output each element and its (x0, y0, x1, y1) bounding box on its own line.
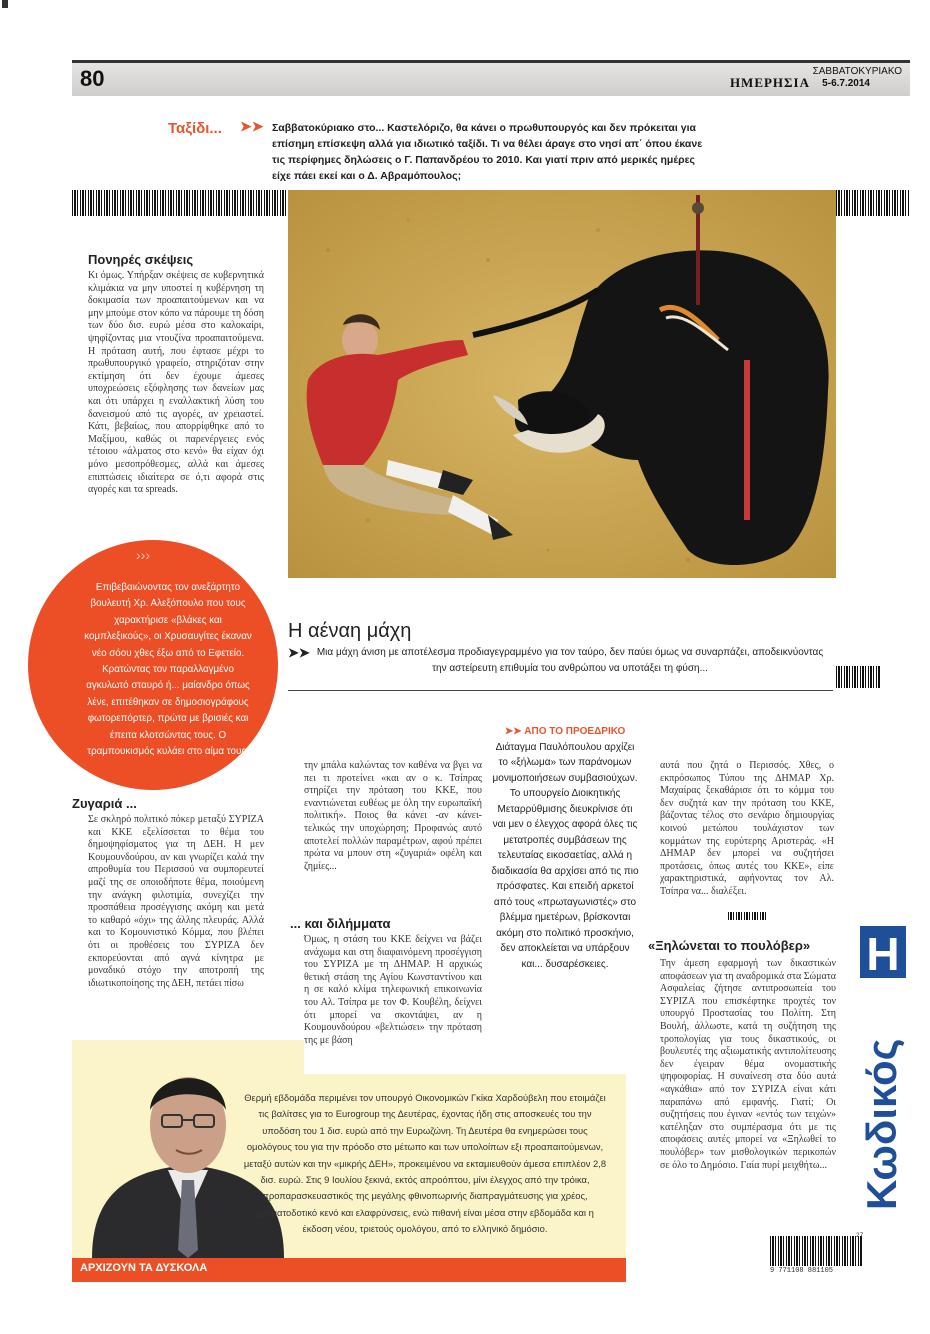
section-title-zygaria: Ζυγαριά ... (72, 796, 137, 811)
issn-number: 9 771108 881105 (770, 1267, 834, 1275)
column2-body-bottom: Όμως, η στάση του ΚΚΕ δείχνει να βάζει ανάχωμα και στη διαφαινόμενη προσέγγιση του ΣΥΡΙΖΑ με τη ΔΗΜΑΡ. Η αρχικώς θετική στάση της Αγίου Κωνσταντίνου και η σε καλό κλίμα τηλεφωνική επικοινωνία του Αλ. Τσίπρα με τον Φ. Κουβέλη, δείχνει ότι μπορεί να σκοντάψει, αν η Κουμουνδούρου «βελτιώσει» την πρόταση της με βάση (304, 934, 482, 1046)
decorative-barcode-small (836, 666, 880, 688)
section-title-poulover: «Ξηλώνεται το πουλόβερ» (648, 938, 811, 953)
section-body-poniρes: Κι όμως. Υπήρξαν σκέψεις σε κυβερνητικά κλιμάκια να μην υποστεί η κυβέρνηση τη δοκιμασία των προαπαιτούμενων και να μην μπούμε στον κόπο να πάρουμε τη δόση των δύο δισ. ευρώ μέσα στο καλοκαίρι, ψηφίζοντας μια ντουζίνα προαπαιτούμενα. Η πρόταση αυτή, που έφτασε μέχρι το πρωθυπουργικό γραφείο, στηριζόταν στην εκτίμηση ότι δεν έχουμε άμεσες υποχρεώσεις εξόφλησης των δανείων μας και ότι υπάρχει η εναλλακτική λύση του δανεισμού από τις αγορές, αν χρειαστεί. Κάτι, βεβαίως, που απορρίφθηκε από το Μαξίμου, καθώς οι παρενέργειες ενός τέτοιου «άλματος στο κενό» θα είχαν όχι μόνο μεσοπρόθεσμες, αλλά και άμεσες επιπτώσεις ιδιαίτερα σε ό,τι αφορά στις αγορές και τα spreads. (88, 270, 264, 496)
bullfight-illustration (288, 190, 836, 578)
bullfight-photo (288, 190, 836, 578)
kodikos-brand (848, 920, 918, 1220)
section-title-dilimmata: ... και διλήμματα (290, 916, 391, 931)
svg-text:Κωδικός: Κωδικός (858, 1038, 905, 1210)
column3-lead: ΑΠΟ ΤΟ ΠΡΟΕΔΡΙΚΟ (524, 726, 626, 737)
column4-body-top: αυτά που ζητά ο Περισσός. Χθες, ο εκπρόσωπος Τύπου της ΔΗΜΑΡ Χρ. Μαχαίρας ξεκαθάρισε ότι το κόμμα του δεν συζητά καν την πρόταση του ΚΚΕ, βάζοντας τέλος στο σενάριο δημιουργίας κοινού μετώπου τουλάχιστον των κομμάτων της ευρύτερης Αριστεράς. «Η ΔΗΜΑΡ δεν μπορεί να συζητήσει προτάσεις, όπως αυτές του ΚΚΕ», είπε χαρακτηριστικά, αφήνοντας τον Αλ. Τσίπρα να... διαλέξει. (660, 760, 834, 897)
teaser-arrows-icon: ➤➤ (240, 118, 264, 134)
callout-text: Επιβεβαιώνοντας τον ανεξάρτητο βουλευτή Χρ. Αλεξόπουλο που τους χαρακτήρισε «βλάκες και κομπλεξικούς», οι Χρυσαυγίτες έκαναν νέο σόου χθες έξω από το Εφετείο. Κρατώντας τον παραλλαγμένο αγκυλωτό σταυρό ή... μαίανδρο όπως λένε, επιτέθηκαν σε δημοσιογράφους φωτορεπόρτερ, πρώτα με βρισιές και έπειτα κλοτσώντας τους. Ο τραμπουκισμός κυλάει στο αίμα τους. (84, 582, 252, 758)
red-circle-callout (28, 540, 278, 790)
issue-day: ΣΑΒΒΑΤΟΚΥΡΙΑΚΟ (812, 66, 902, 77)
teaser-text: Σαββατοκύριακο στο... Καστελόριζο, θα κάνει ο πρωθυπουργός και δεν πρόκειται για επίσημη επίσκεψη αλλά για ιδιωτικό ταξίδι. Τι να θέλει άραγε στο νησί απ΄ όπου έκανε τις περίφημες δηλώσεις ο Γ. Παπανδρέου το 2010. Και γιατί πριν από μερικές ημέρες είχε πάει εκεί και ο Δ. Αβραμόπουλος; (272, 122, 703, 182)
chevron-arrows-icon: ››› (136, 547, 150, 563)
issn-barcode (770, 1236, 862, 1266)
column3-body (490, 724, 640, 972)
main-headline: Η αέναη μάχη (288, 620, 412, 642)
column3-text: Διάταγμα Παυλόπουλου αρχίζει το «ξήλωμα» των παράνομων μονιμοποιήσεων συμβασιούχων. Το υπουργείο Διοικητικής Μεταρρύθμισης διευκρίνισε ότι ναι μεν ο έλεγχος αφορά όλες τις μετατροπές συμβάσεων της τελευταίας εικοσαετίας, αλλά η διαδικασία θα αρχίσει από τις πιο πρόσφατες. Και επειδή αρκετοί από τους «πρωταγωνιστές» στο βλέμμα ημετέρων, βρίσκονται ακόμη στο πολιτικό προσκήνιο, δεν αποκλείεται να υπάρξουν και... δυσαρέσκειες. (491, 741, 639, 970)
column2-body-top: την μπάλα καλώντας τον καθένα να βγει να πει τι προτείνει «και αν ο κ. Τσίπρας στηρίζει την πρόταση του ΚΚΕ, που εναντιώνεται ευθέως με όλη την ευρωπαϊκή πολιτική». Ποιος θα κάνει -αν κάνει- τελικώς την υποχώρηση; Προφανώς αυτό αποτελεί πολλών παραμέτρων, αφού πρέπει πρώτα να μπουν στη «ζυγαριά» οφέλη και ζημίες... (304, 760, 482, 872)
decorative-barcode-right (836, 190, 910, 216)
decorative-barcode-left (72, 190, 286, 216)
page-header (72, 60, 910, 96)
paper-name: ΗΜΕΡΗΣΙΑ (729, 75, 810, 90)
bottom-box-text: Θερμή εβδομάδα περιμένει τον υπουργό Οικονομικών Γκίκα Χαρδούβελη που ετοιμάζει τις βαλίτσες για το Eurogroup της Δευτέρας, έχοντας ήδη στις αποσκευές του την υποδόση του 1 δισ. ευρώ από την Ευρωζώνη. Τη Δευτέρα θα ενημερώσει τους ομολόγους του για την πρόοδο στο μέτωπο και των υπολοίπων εξι προαπαιτούμενων, μεταξύ αυτών και την «μικρής ΔΕΗ», προκειμένου να εκταμιευθούν άμεσα επιπλέον 2,8 δισ. ευρώ. Στις 9 Ιουλίου ξεκινά, εκτός απροόπτου, μίνι έλεγχος από την τρόικα, προπαρασκευαστικός της μεγάλης φθινοπωρινής διαπραγμάτευσης για χρέος, χρηματοδοτικό κενό και ελαφρύνσεις, ενώ πιθανή είναι μέσα στην εβδομάδα και η έκδοση νέου, τριετούς ομολόγου, από το ελληνικό δημόσιο. (243, 1092, 607, 1235)
teaser-tag: Ταξίδι... (168, 120, 222, 137)
issue-date: 5-6.7.2014 (822, 78, 870, 89)
kodikos-logo (848, 920, 918, 1220)
section-title-poniρes: Πονηρές σκέψεις (88, 252, 194, 267)
page-number: 80 (80, 66, 105, 91)
scan-mark (2, 0, 8, 8)
issn-issue: 27 (856, 1232, 864, 1239)
decorative-barcode-tiny (728, 912, 768, 920)
double-arrow-icon: ➤➤ (504, 726, 522, 737)
bottom-label: ΑΡΧΙΖΟΥΝ ΤΑ ΔΥΣΚΟΛΑ (80, 1262, 208, 1274)
double-arrow-icon: ➤➤ (288, 645, 310, 660)
column4-body-bottom: Την άμεση εφαρμογή των δικαστικών αποφάσεων για τη αναδρομικά στα Σώματα Ασφαλείας ζήτησε αντιπροσωπεία του ΣΥΡΙΖΑ που επισκέφτηκε προχτές τον υπουργό Προστασίας του Πολίτη. Στη Βουλή, άλλωστε, κατά τη συζήτηση της τροπολογίας για τους δικαστικούς, οι βουλευτές της αξιωματικής αντιπολίτευσης δεν έγειραν θέμα ονομαστικής ψηφοφορίας. Η συναίνεση στα δύο αυτά «αγκάθια» από τον ΣΥΡΙΖΑ είναι κάτι παραπάνω από εμφανής. Γιατί; Οι συζητήσεις που έγιναν «εντός των τειχών» κατέληξαν στο συμπέρασμα ότι με τις αποφάσεις αυτές μπορεί να «Ξηλωθεί το πουλόβερ» των μισθολογικών περικοπών σε όλο το Δημόσιο. Γαία πυρί μειχθήτω... (660, 958, 836, 1171)
divider (288, 690, 833, 691)
main-subtitle: Μια μάχη άνιση με αποτέλεσμα προδιαγεγραμμένο για τον ταύρο, δεν παύει όμως να συναρπάζει, αποδεικνύοντας την αστείρευτη επιθυμία του ανθρώπου να υποτάξει τη φύση... (316, 647, 824, 674)
svg-text:Η: Η (866, 928, 900, 980)
section-body-zygaria: Σε σκληρό πολιτικό πόκερ μεταξύ ΣΥΡΙΖΑ και ΚΚΕ εξελίσσεται το θέμα του δημοψηφίσματος για τη ΔΕΗ. Η μεν Κουμουνδούρου, αν και γνωρίζει καλά την απροθυμία του Περισσού να συμπορευτεί μαζί της σε οποιοδήποτε θέμα, ποιούμενη την ανάγκη φιλοτιμία, συνεχίζει την προσπάθεια προσέγγισης ακόμη και μετά το καθαρό «όχι» της άλλης πλευράς. Αλλά και το Κομουνιστικό Κόμμα, που βλέπει ότι οι προθέσεις του ΣΥΡΙΖΑ δεν εκπορεύονται από αγνά κίνητρα με μοναδικό στόχο την αποτροπή της ιδιωτικοποίησης της ΔΕΗ, πετάει πίσω (88, 814, 264, 989)
